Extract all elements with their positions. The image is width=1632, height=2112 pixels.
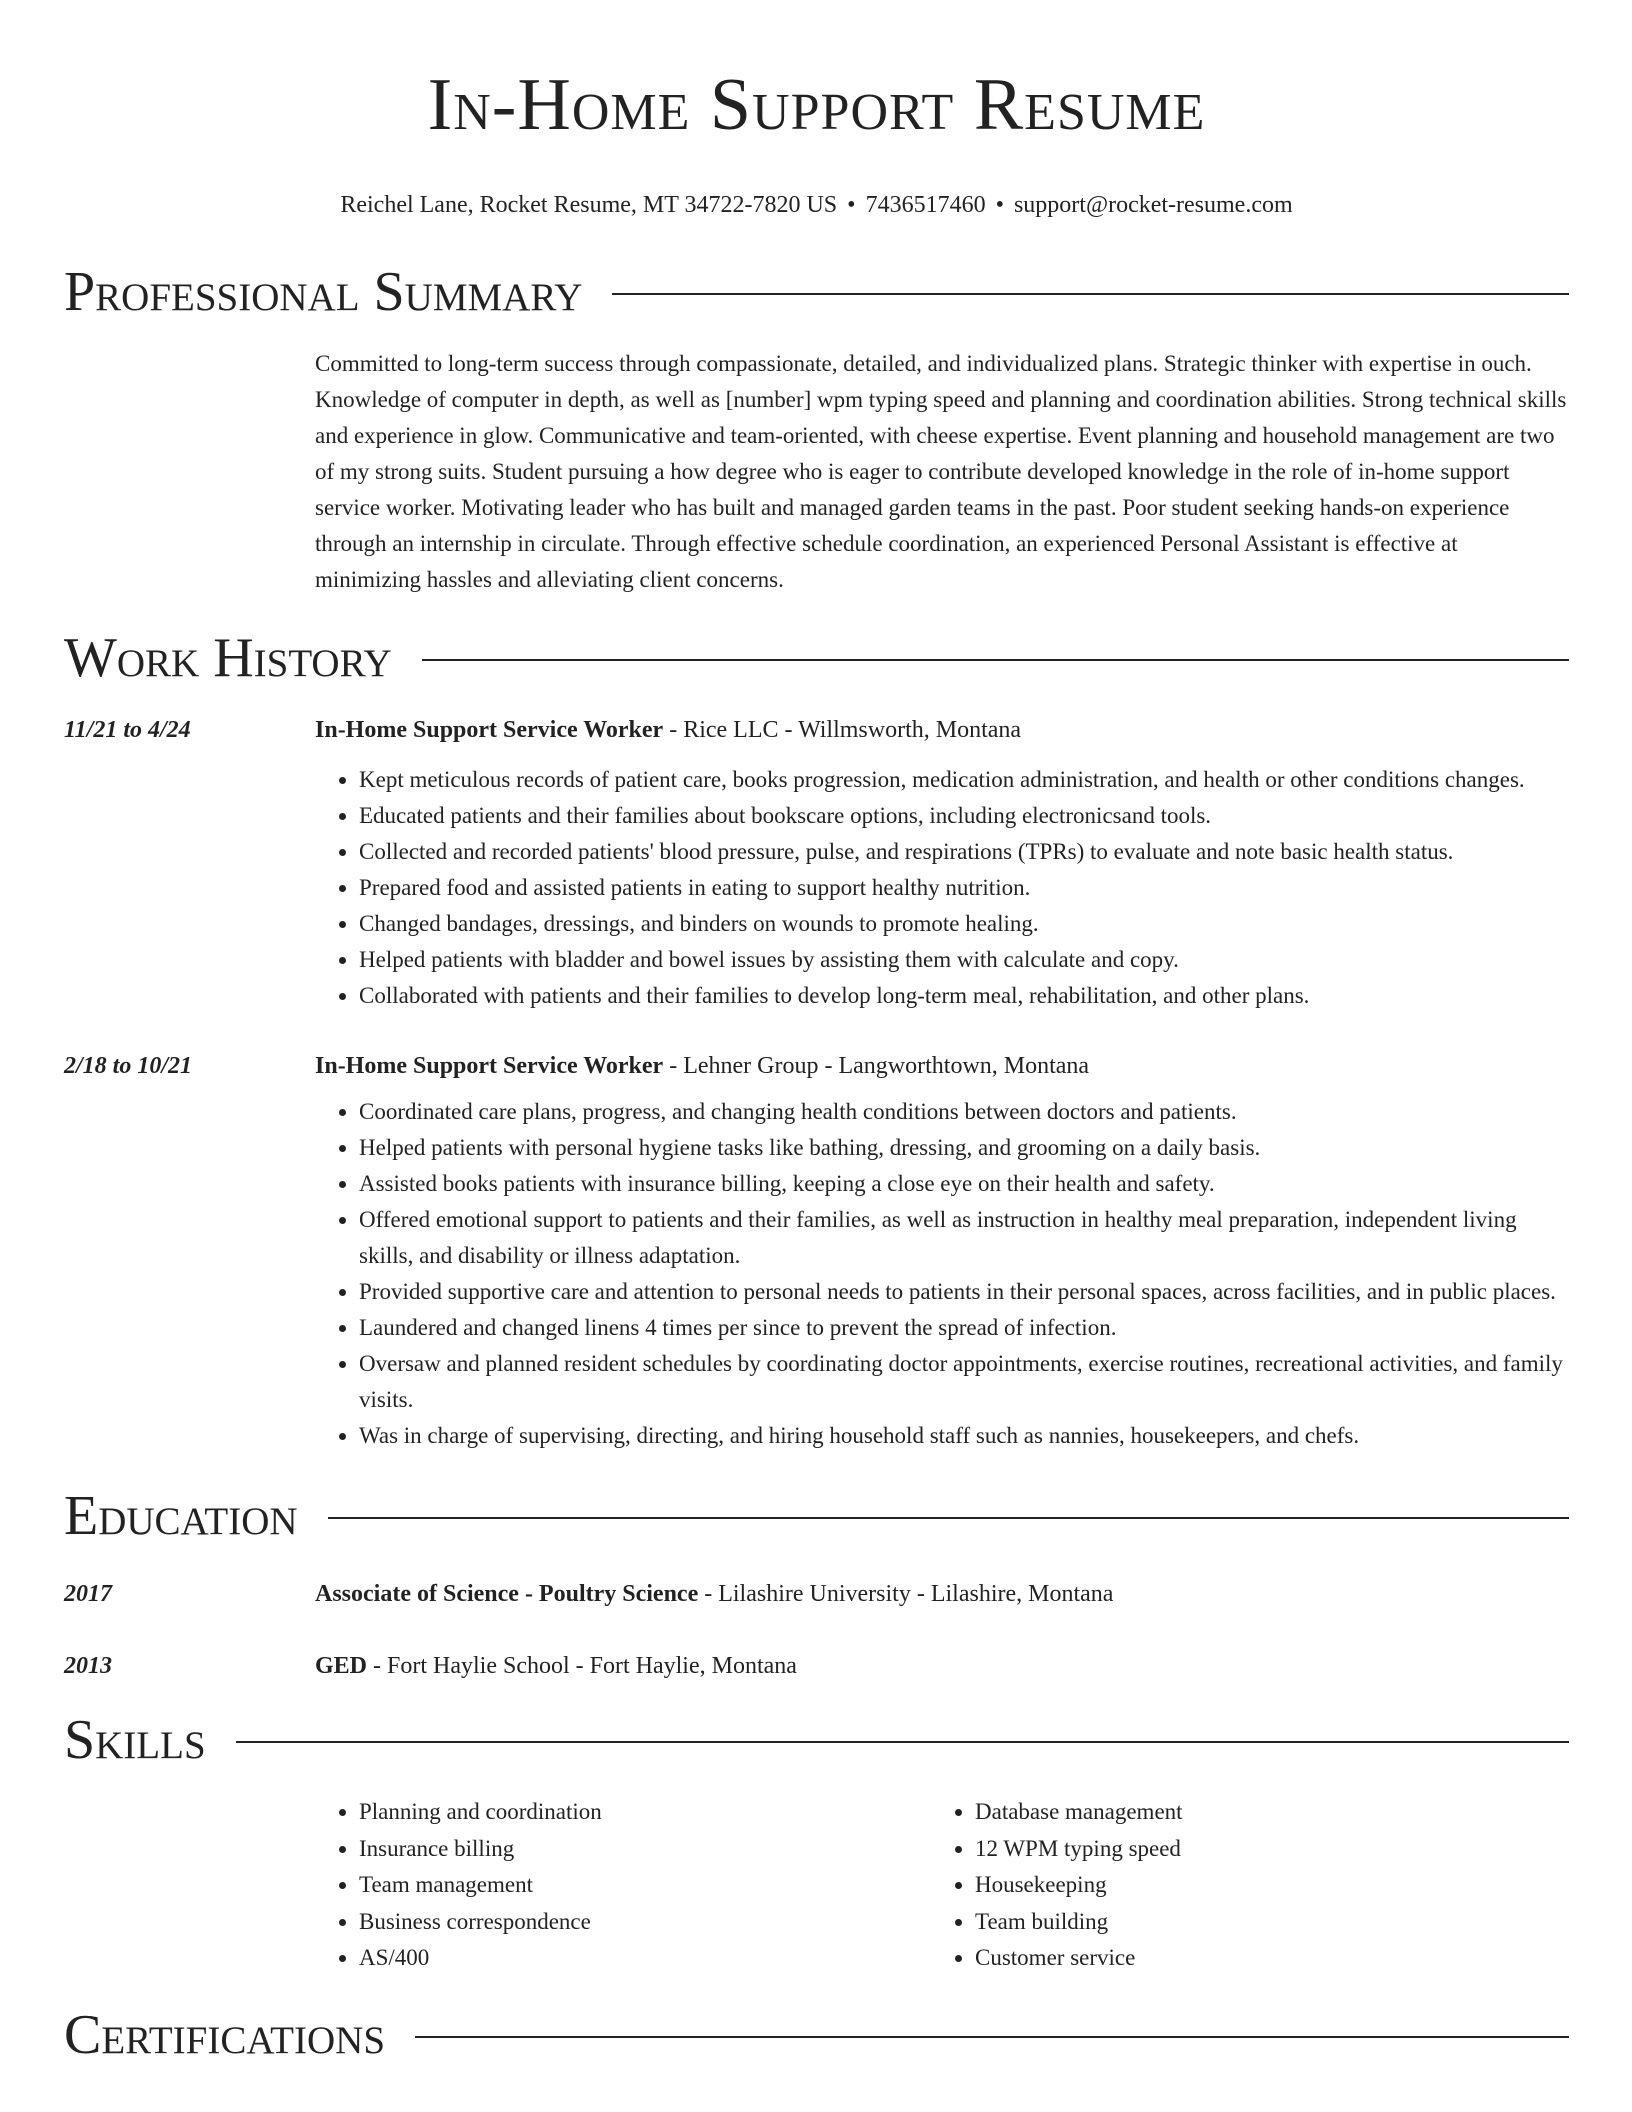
skills-column-right bbox=[931, 1794, 1569, 1977]
job-bullets bbox=[315, 1094, 1569, 1454]
section-divider bbox=[236, 1741, 1569, 1743]
summary-row bbox=[64, 346, 1569, 598]
list-item: • Assisted books patients with insurance billing, keeping a close eye on their health and safety. bbox=[359, 1166, 1569, 1202]
education-degree: Associate of Science - Poultry Science bbox=[315, 1581, 699, 1607]
education-entry bbox=[64, 1648, 1569, 1684]
education-details: - Lilashire University - Lilashire, Montana bbox=[698, 1581, 1114, 1607]
education-degree: GED bbox=[315, 1653, 368, 1679]
education-entry bbox=[64, 1576, 1569, 1612]
work-section-header bbox=[64, 626, 1569, 690]
skill-item: • AS/400 bbox=[359, 1940, 931, 1977]
skill-item: • Planning and coordination bbox=[359, 1794, 931, 1831]
list-item: • Collected and recorded patients' blood pressure, pulse, and respirations (TPRs) to evaluate and note basic health status. bbox=[359, 834, 1569, 870]
resume-title: In-Home Support Resume bbox=[427, 64, 1206, 146]
list-item: • Helped patients with bladder and bowel issues by assisting them with calculate and copy. bbox=[359, 942, 1569, 978]
section-divider bbox=[415, 2036, 1569, 2038]
job-dates: 11/21 to 4/24 bbox=[64, 717, 191, 743]
list-item: • Coordinated care plans, progress, and changing health conditions between doctors and patients. bbox=[359, 1094, 1569, 1130]
list-item: • Laundered and changed linens 4 times per since to prevent the spread of infection. bbox=[359, 1310, 1569, 1346]
skill-item: • Housekeeping bbox=[975, 1867, 1569, 1904]
education-section-header bbox=[64, 1484, 1569, 1548]
section-heading: Professional Summary bbox=[64, 261, 583, 323]
certifications-section-header bbox=[64, 2003, 1569, 2067]
skills-column-left bbox=[315, 1794, 931, 1977]
list-item: • Was in charge of supervising, directing, and hiring household staff such as nannies, housekeepers, and chefs. bbox=[359, 1418, 1569, 1454]
education-year: 2017 bbox=[64, 1581, 112, 1607]
job-title: In-Home Support Service Worker bbox=[315, 1053, 664, 1079]
summary-text: Committed to long-term success through compassionate, detailed, and individualized plans. Strategic thinker with expertise in ouch. Knowledge of computer in depth, as well as [number] wpm typing speed and planning and coordination abilities. Strong technical skills and experience in glow. Communicative and team-oriented, with cheese expertise. Event planning and household management are two of my strong suits. Student pursuing a how degree who is eager to contribute developed knowledge in the role of in-home support service worker. Motivating leader who has built and managed garden teams in the past. Poor student seeking hands-on experience through an internship in circulate. Through effective schedule coordination, an experienced Personal Assistant is effective at minimizing hassles and alleviating client concerns. bbox=[315, 351, 1567, 592]
skill-item: • Business correspondence bbox=[359, 1904, 931, 1941]
job-entry bbox=[64, 1048, 1569, 1454]
contact-address: Reichel Lane, Rocket Resume, MT 34722-7820 US bbox=[340, 192, 838, 218]
resume-page bbox=[64, 0, 1569, 2067]
section-heading: Skills bbox=[64, 1709, 206, 1771]
skill-item: • Team management bbox=[359, 1867, 931, 1904]
skill-item: • Customer service bbox=[975, 1940, 1569, 1977]
contact-separator: • bbox=[847, 192, 856, 218]
skills-section-header bbox=[64, 1708, 1569, 1772]
education-year: 2013 bbox=[64, 1653, 112, 1679]
job-bullets bbox=[315, 762, 1569, 1014]
section-heading: Certifications bbox=[64, 2003, 386, 2066]
list-item: • Collaborated with patients and their families to develop long-term meal, rehabilitation, and other plans. bbox=[359, 978, 1569, 1014]
skill-item: • Insurance billing bbox=[359, 1831, 931, 1868]
list-item: • Prepared food and assisted patients in eating to support healthy nutrition. bbox=[359, 870, 1569, 906]
skill-item: • Database management bbox=[975, 1794, 1569, 1831]
job-details: - Lehner Group - Langworthtown, Montana bbox=[663, 1053, 1090, 1079]
list-item: • Oversaw and planned resident schedules by coordinating doctor appointments, exercise routines, recreational activities, and family visits. bbox=[359, 1346, 1569, 1418]
section-divider bbox=[422, 659, 1569, 661]
job-dates: 2/18 to 10/21 bbox=[64, 1053, 193, 1079]
list-item: • Helped patients with personal hygiene tasks like bathing, dressing, and grooming on a daily basis. bbox=[359, 1130, 1569, 1166]
job-title: In-Home Support Service Worker bbox=[315, 717, 664, 743]
list-item: • Offered emotional support to patients and their families, as well as instruction in healthy meal preparation, independent living skills, and disability or illness adaptation. bbox=[359, 1202, 1569, 1274]
skill-item: • Team building bbox=[975, 1904, 1569, 1941]
summary-section-header bbox=[64, 260, 1569, 324]
list-item: • Changed bandages, dressings, and binders on wounds to promote healing. bbox=[359, 906, 1569, 942]
list-item: • Provided supportive care and attention to personal needs to patients in their personal spaces, across facilities, and in public places. bbox=[359, 1274, 1569, 1310]
contact-phone: 7436517460 bbox=[865, 192, 986, 218]
job-entry bbox=[64, 712, 1569, 1014]
skill-item: • 12 WPM typing speed bbox=[975, 1831, 1569, 1868]
skills-list bbox=[315, 1794, 1569, 1977]
contact-separator: • bbox=[995, 192, 1004, 218]
contact-email: support@rocket-resume.com bbox=[1013, 192, 1293, 218]
list-item: • Educated patients and their families about bookscare options, including electronicsand tools. bbox=[359, 798, 1569, 834]
section-heading: Work History bbox=[64, 627, 392, 689]
section-divider bbox=[612, 293, 1569, 295]
education-details: - Fort Haylie School - Fort Haylie, Montana bbox=[367, 1653, 797, 1679]
job-details: - Rice LLC - Willmsworth, Montana bbox=[663, 717, 1022, 743]
list-item: • Kept meticulous records of patient care, books progression, medication administration, and health or other conditions changes. bbox=[359, 762, 1569, 798]
section-divider bbox=[328, 1517, 1569, 1519]
contact-line bbox=[64, 190, 1569, 220]
section-heading: Education bbox=[64, 1485, 298, 1547]
